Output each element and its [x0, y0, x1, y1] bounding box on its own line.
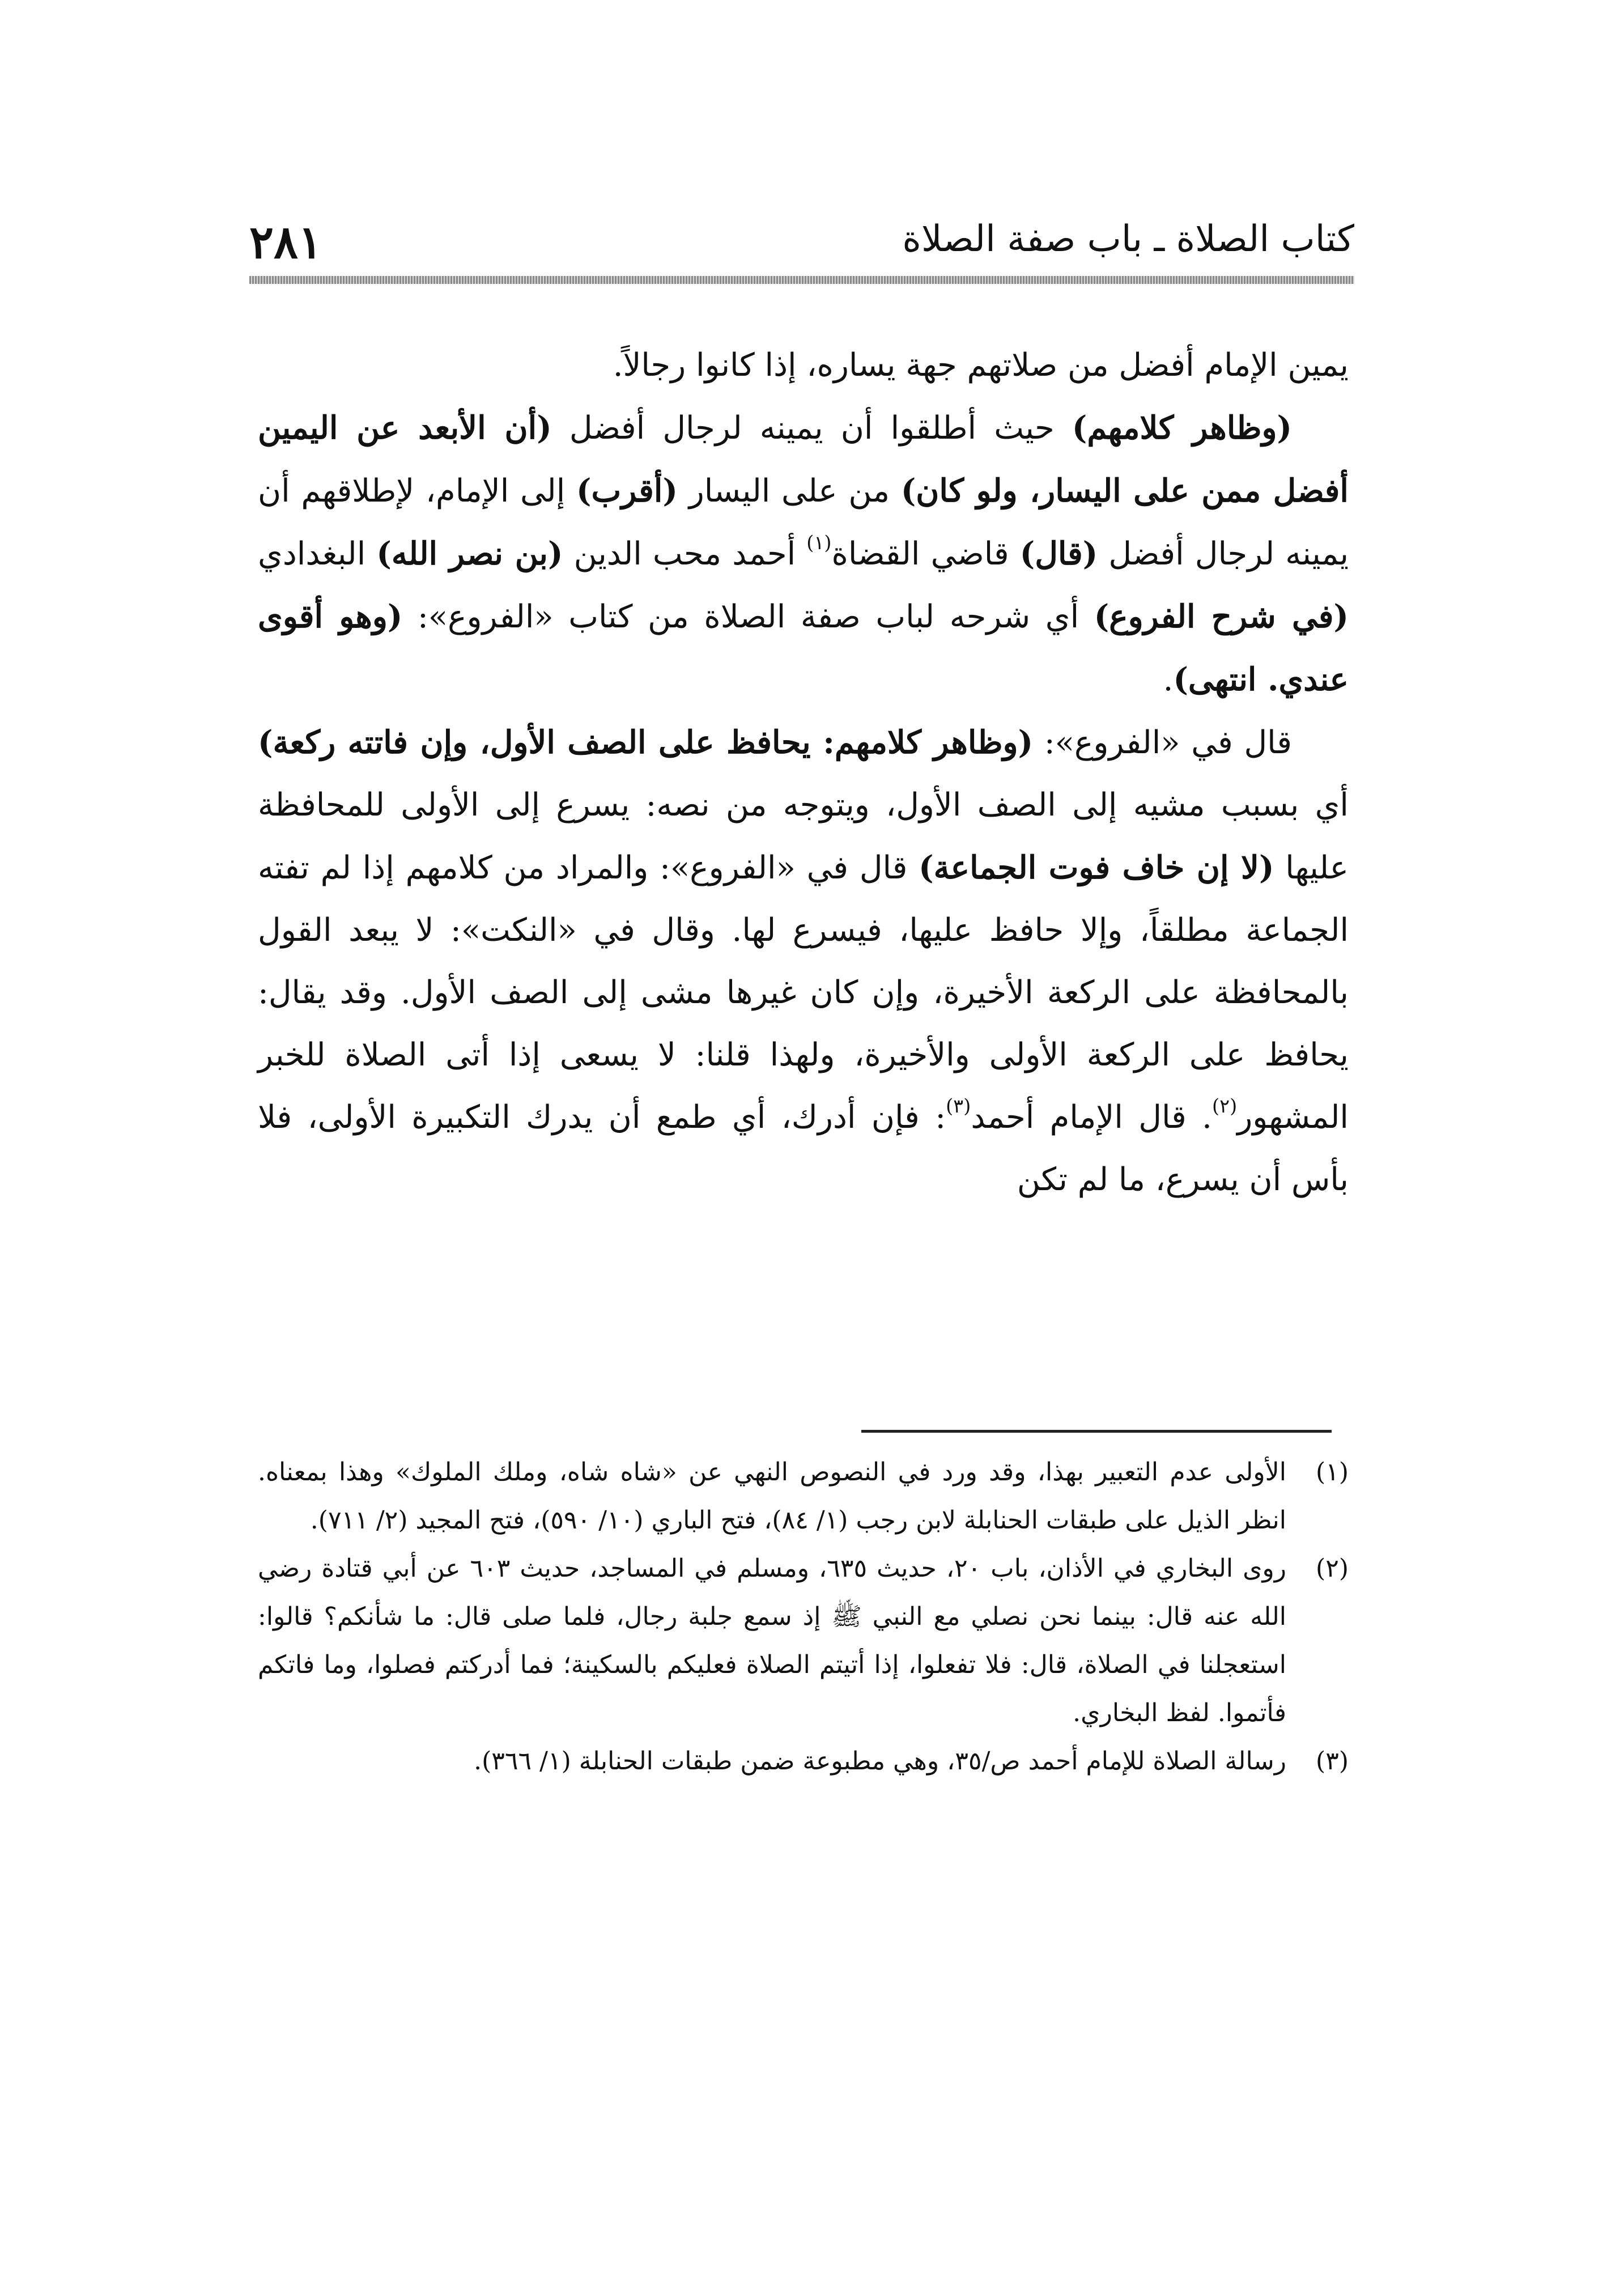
header-rule — [249, 276, 1354, 284]
footnote — [258, 1737, 1349, 1785]
footnote-marker: (٢) — [1316, 1554, 1349, 1583]
paragraph-2: (وظاهر كلامهم) حيث أطلقوا أن يمينه لرجال أفضل (أن الأبعد عن اليمين أفضل ممن على اليسار، ولو كان) من على اليسار (أقرب) إلى الإمام، لإطلاقهم أن يمينه لرجال أفضل (قال) قاضي القضاة$^{(١)}$ أحمد محب الدين (بن نصر الله) البغدادي (في شرح الفروع) أي شرحه لباب صفة الصلاة من كتاب «الفروع»: (وهو أقوى عندي. انتهى). — [258, 409, 1349, 698]
page-header — [249, 204, 1354, 278]
footnote — [258, 1544, 1349, 1737]
paragraph-1: يمين الإمام أفضل من صلاتهم جهة يساره، إذا كانوا رجالاً. — [613, 347, 1349, 384]
footnote-text: رسالة الصلاة للإمام أحمد ص/٣٥، وهي مطبوعة ضمن طبقات الحنابلة (١/ ٣٦٦). — [474, 1747, 1286, 1776]
running-title: كتاب الصلاة ـ باب صفة الصلاة — [902, 218, 1354, 260]
footnote-ref-2: (٢) — [1211, 1095, 1238, 1118]
footnote-text: روى البخاري في الأذان، باب ٢٠، حديث ٦٣٥، ومسلم في المساجد، حديث ٦٠٣ عن أبي قتادة رضي الله عنه قال: بينما نحن نصلي مع النبي ﷺ إذ سمع جلبة رجال، فلما صلى قال: ما شأنكم؟ قالوا: استعجلنا في الصلاة، قال: فلا تفعلوا، إذا أتيتم الصلاة فعليكم بالسكينة؛ فما أدركتم فصلوا، وما فاتكم فأتموا. لفظ البخاري. — [258, 1554, 1287, 1727]
footnote — [258, 1448, 1349, 1544]
footnote-ref-3: (٣) — [946, 1095, 971, 1118]
footnote-marker: (٣) — [1316, 1747, 1349, 1776]
page-number: ٢٨١ — [249, 215, 322, 269]
footnote-marker: (١) — [1316, 1458, 1349, 1487]
footnote-ref-1: (١) — [806, 532, 832, 554]
body-text — [258, 334, 1349, 1211]
paragraph-3: قال في «الفروع»: (وظاهر كلامهم: يحافظ على الصف الأول، وإن فاتته ركعة) أي بسبب مشيه إلى الصف الأول، ويتوجه من نصه: يسرع إلى الأولى للمحافظة عليها (لا إن خاف فوت الجماعة) قال في «الفروع»: والمراد من كلامهم إذا لم تفته الجماعة مطلقاً، وإلا حافظ عليها، فيسرع لها. وقال في «النكت»: لا يبعد القول بالمحافظة على الركعة الأخيرة، وإن كان غيرها مشى إلى الصف الأول. وقد يقال: يحافظ على الركعة الأولى والأخيرة، ولهذا قلنا: لا يسعى إذا أتى الصلاة للخبر المشهور$^{(٢)}$. قال الإمام أحمد$^{(٣)}$: فإن أدرك، أي طمع أن يدرك التكبيرة الأولى، فلا بأس أن يسرع، ما لم تكن — [258, 724, 1349, 1198]
footnote-text: الأولى عدم التعبير بهذا، وقد ورد في النصوص النهي عن «شاه شاه، وملك الملوك» وهذا بمعناه. انظر الذيل على طبقات الحنابلة لابن رجب (١/ ٨٤)، فتح الباري (١٠/ ٥٩٠)، فتح المجيد (٢/ ٧١١). — [258, 1458, 1286, 1535]
footnote-separator — [861, 1430, 1332, 1433]
footnotes — [258, 1448, 1349, 1785]
